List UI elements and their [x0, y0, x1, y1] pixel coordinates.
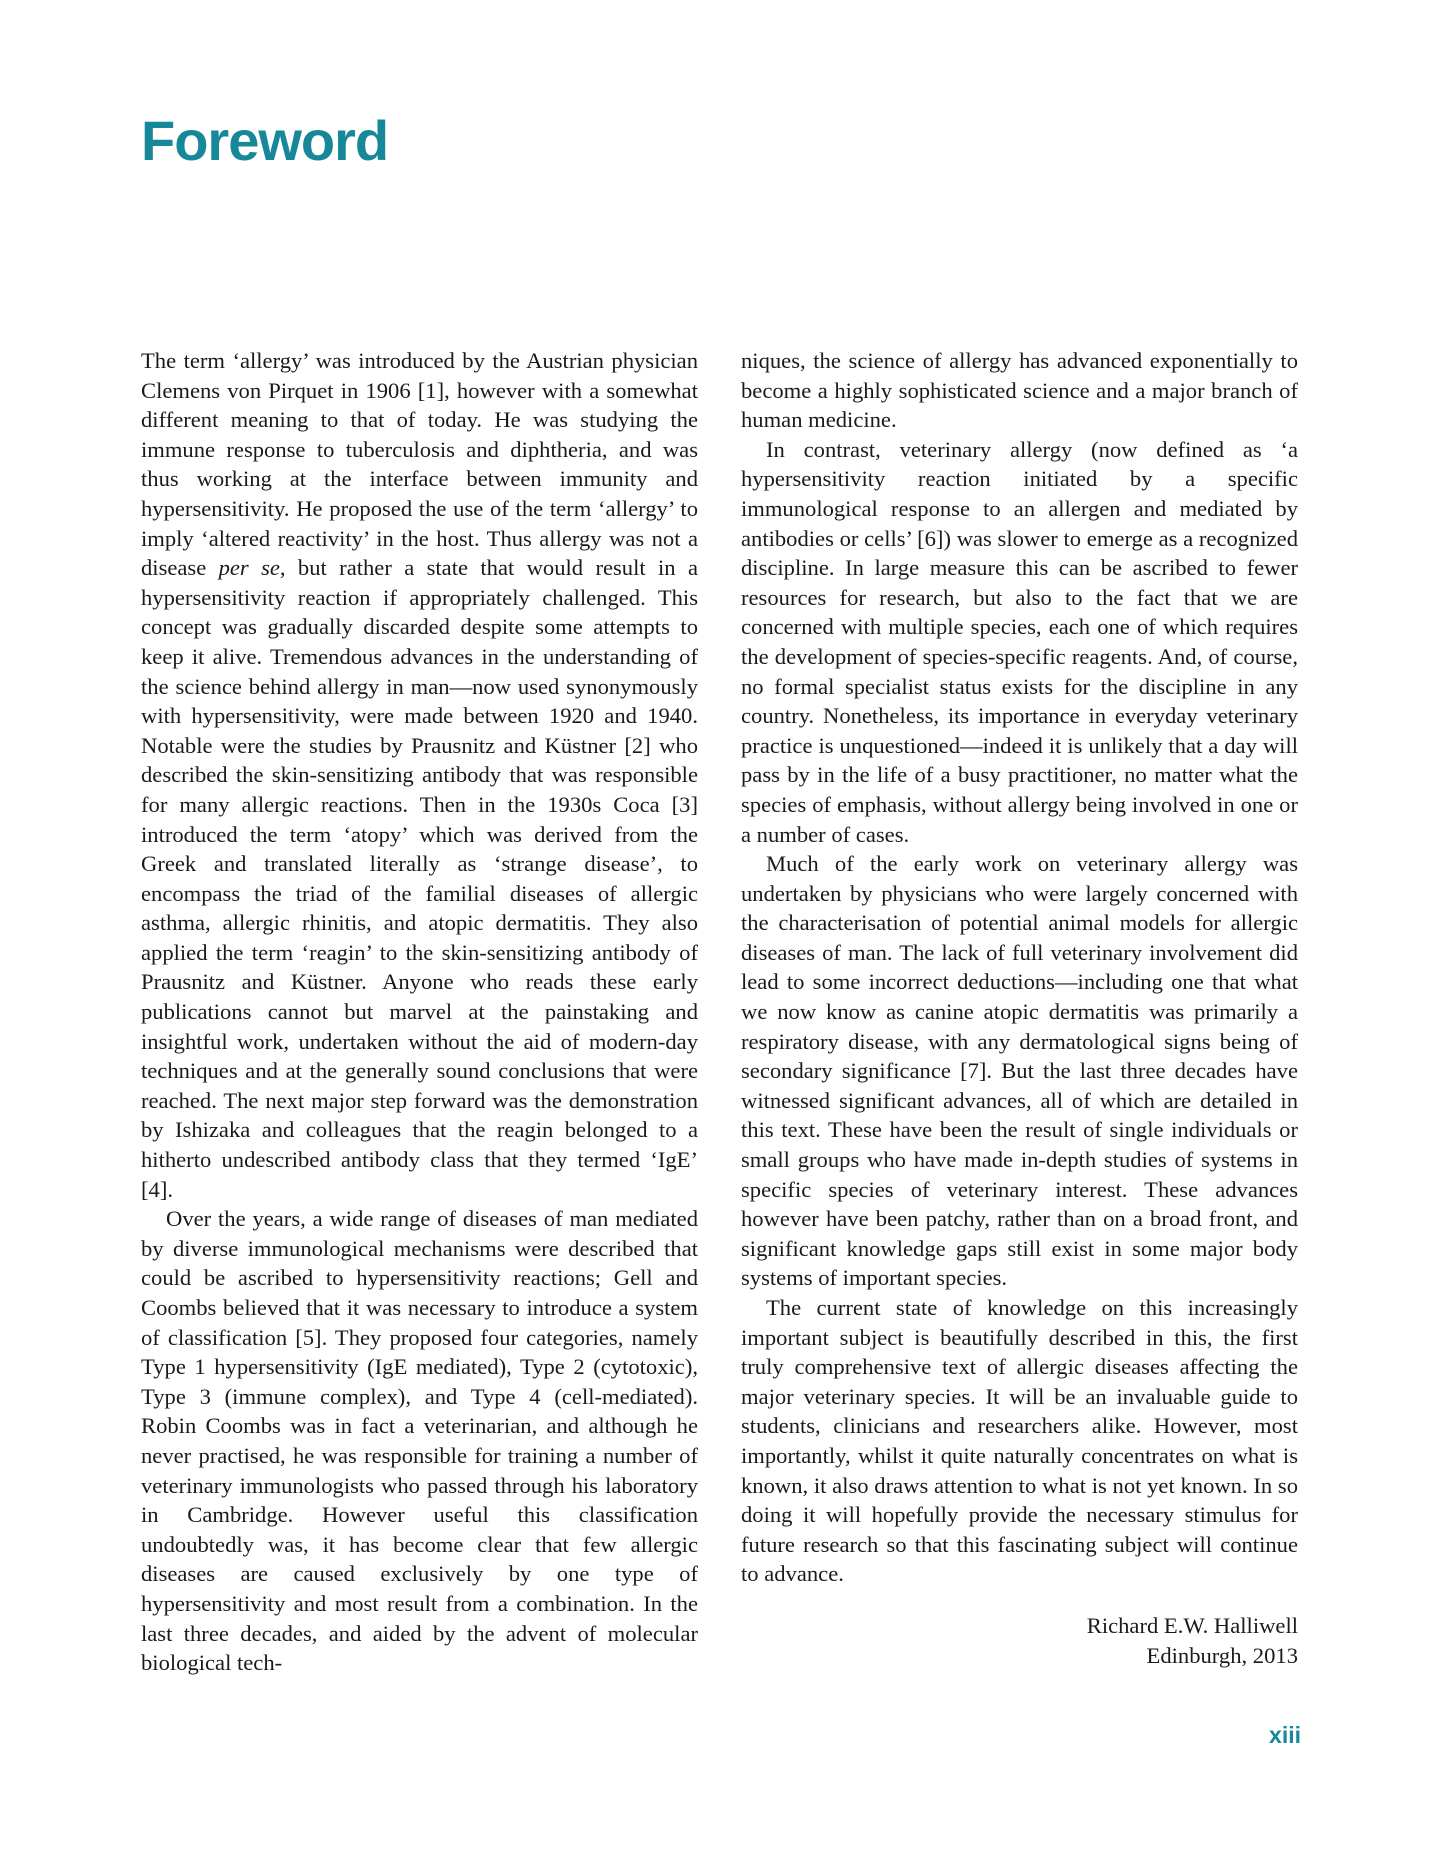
- left-column: [141, 346, 698, 1678]
- right-column: [741, 346, 1298, 1670]
- page-number: xiii: [1269, 1722, 1301, 1748]
- paragraph-text: The term ‘allergy’ was introduced by the Austrian physician Clemens von Pirquet in 1906 [1], however with a somewhat different meaning to that of today. He was studying the immune response to tuberculosis and diphtheria, and was thus working at the interface between immunity and hypersensitivity. He proposed the use of the term ‘allergy’ to imply ‘altered reactivity’ in the host. Thus allergy was not a disease: [141, 348, 698, 581]
- italic-text: per se: [218, 555, 280, 581]
- paragraph-classification: Over the years, a wide range of diseases of man mediated by diverse immunological mechanisms were described that could be ascribed to hypersensitivity reactions; Gell and Coombs believed that it was necessary to introduce a system of classification [5]. They proposed four categories, namely Type 1 hypersensitivity (IgE mediated), Type 2 (cytotoxic), Type 3 (immune complex), and Type 4 (cell-mediated). Robin Coombs was in fact a veterinarian, and although he never practised, he was responsible for training a number of veterinary immunologists who passed through his laboratory in Cambridge. However useful this classification undoubtedly was, it has become clear that few allergic diseases are caused exclusively by one type of hypersensitivity and most result from a combination. In the last three decades, and aided by the advent of molecular biological tech-: [141, 1206, 698, 1676]
- paragraph-continuation: niques, the science of allergy has advanced exponentially to become a highly sophisticated science and a major branch of human medicine.: [741, 348, 1298, 433]
- signature-place-date: Edinburgh, 2013: [1146, 1642, 1298, 1668]
- signature-block: [741, 1611, 1298, 1670]
- signature-author: Richard E.W. Halliwell: [1086, 1612, 1298, 1638]
- paragraph-veterinary-allergy: In contrast, veterinary allergy (now defined as ‘a hypersensitivity reaction initiated by a specific immunological response to an allergen and mediated by antibodies or cells’ [6]) was slower to emerge as a recognized discipline. In large measure this can be ascribed to fewer resources for research, but also to the fact that we are concerned with multiple species, each one of which requires the development of species-specific reagents. And, of course, no formal specialist status exists for the discipline in any country. Nonetheless, its importance in everyday veterinary practice is unquestioned—indeed it is unlikely that a day will pass by in the life of a busy practitioner, no matter what the species of emphasis, without allergy being involved in one or a number of cases.: [741, 436, 1298, 847]
- paragraph-history: [141, 346, 698, 1204]
- paragraph-current-state: The current state of knowledge on this increasingly important subject is beautifully described in this, the first truly comprehensive text of allergic diseases affecting the major veterinary species. It will be an invaluable guide to students, clinicians and researchers alike. However, most importantly, whilst it quite naturally concentrates on what is known, it also draws attention to what is not yet known. In so doing it will hopefully provide the necessary stimulus for future research so that this fascinating subject will continue to advance.: [741, 1295, 1298, 1587]
- paragraph-early-work: Much of the early work on veterinary allergy was undertaken by physicians who were largely concerned with the characterisation of potential animal models for allergic diseases of man. The lack of full veterinary involvement did lead to some incorrect deductions—including one that what we now know as canine atopic dermatitis was primarily a respiratory disease, with any dermatological signs being of secondary significance [7]. But the last three decades have witnessed significant advances, all of which are detailed in this text. These have been the result of single individuals or small groups who have made in-depth studies of systems in specific species of veterinary interest. These advances however have been patchy, rather than on a broad front, and significant knowledge gaps still exist in some major body systems of important species.: [741, 851, 1298, 1291]
- paragraph-text: , but rather a state that would result in a hypersensitivity reaction if appropriately challenged. This concept was gradually discarded despite some attempts to keep it alive. Tremendous advances in the understanding of the science behind allergy in man—now used synonymously with hypersensitivity, were made between 1920 and 1940. Notable were the studies by Prausnitz and Küstner [2] who described the skin-sensitizing antibody that was responsible for many allergic reactions. Then in the 1930s Coca [3] introduced the term ‘atopy’ which was derived from the Greek and translated literally as ‘strange disease’, to encompass the triad of the familial diseases of allergic asthma, allergic rhinitis, and atopic dermatitis. They also applied the term ‘reagin’ to the skin-sensitizing antibody of Prausnitz and Küstner. Anyone who reads these early publications cannot but marvel at the painstaking and insightful work, undertaken without the aid of modern-day techniques and at the generally sound conclusions that were reached. The next major step forward was the demonstration by Ishizaka and colleagues that the reagin belonged to a hitherto undescribed antibody class that they termed ‘IgE’ [4].: [141, 555, 698, 1202]
- page-title: Foreword: [141, 109, 389, 172]
